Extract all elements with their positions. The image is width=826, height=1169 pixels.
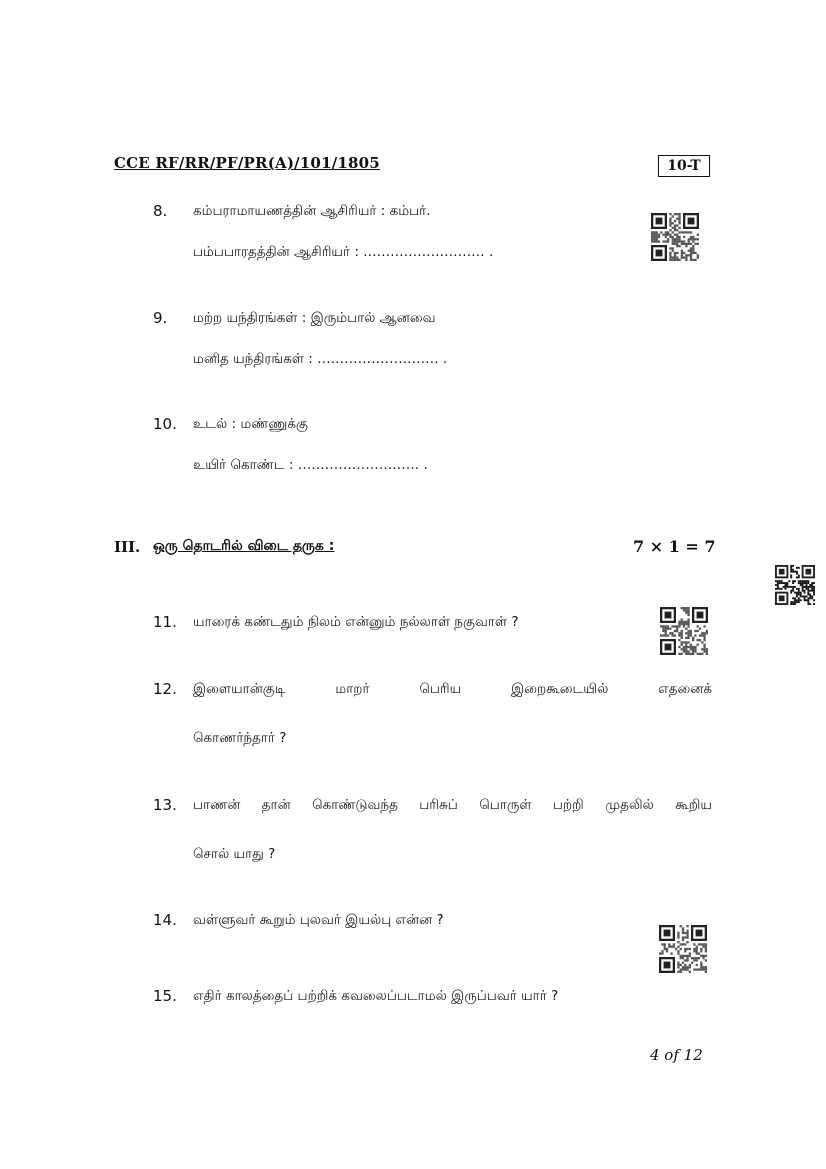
question-text: இளையான்குடி மாறர் பெரிய இறைகூடையில் எதனைக் bbox=[193, 681, 712, 697]
item-number: 8. bbox=[153, 202, 168, 220]
question-text: சொல் யாது ? bbox=[193, 846, 276, 862]
qr-code-icon bbox=[660, 607, 708, 655]
question-text: கொணர்ந்தார் ? bbox=[193, 730, 287, 746]
item-line: மனித யந்திரங்கள் : ……………………… . bbox=[193, 351, 448, 367]
question-text: பாணன் தான் கொண்டுவந்த பரிசுப் பொருள் பற்றி முதலில் கூறிய bbox=[193, 797, 712, 813]
item-number: 9. bbox=[153, 309, 168, 327]
question-number: 13. bbox=[153, 796, 177, 814]
qr-code-icon bbox=[659, 925, 707, 973]
section-number: III. bbox=[114, 538, 141, 556]
item-line: கம்பராமாயணத்தின் ஆசிரியர் : கம்பர். bbox=[193, 203, 431, 219]
question-text: எதிர் காலத்தைப் பற்றிக் கவலைப்படாமல் இருப்பவர் யார் ? bbox=[193, 988, 559, 1004]
question-number: 12. bbox=[153, 680, 177, 698]
item-line: உயிர் கொண்ட : ……………………… . bbox=[193, 457, 428, 473]
item-line: மற்ற யந்திரங்கள் : இரும்பால் ஆனவை bbox=[193, 310, 436, 326]
version-box: 10-T bbox=[658, 155, 710, 177]
question-number: 11. bbox=[153, 613, 177, 631]
qr-code-icon bbox=[651, 213, 699, 261]
section-title: ஒரு தொடரில் விடை தருக : bbox=[153, 538, 335, 554]
question-number: 15. bbox=[153, 987, 177, 1005]
section-marks: 7 × 1 = 7 bbox=[633, 537, 716, 556]
question-number: 14. bbox=[153, 911, 177, 929]
question-text: வள்ளுவர் கூறும் புலவர் இயல்பு என்ன ? bbox=[193, 912, 444, 928]
paper-code: CCE RF/RR/PF/PR(A)/101/1805 bbox=[114, 154, 380, 172]
item-number: 10. bbox=[153, 415, 177, 433]
item-line: பம்பபாரதத்தின் ஆசிரியர் : ……………………… . bbox=[193, 244, 494, 260]
qr-code-icon bbox=[775, 565, 815, 605]
page-number: 4 of 12 bbox=[650, 1046, 703, 1064]
item-line: உடல் : மண்ணுக்கு bbox=[193, 416, 308, 432]
question-text: யாரைக் கண்டதும் நிலம் என்னும் நல்லாள் நகுவாள் ? bbox=[193, 614, 519, 630]
